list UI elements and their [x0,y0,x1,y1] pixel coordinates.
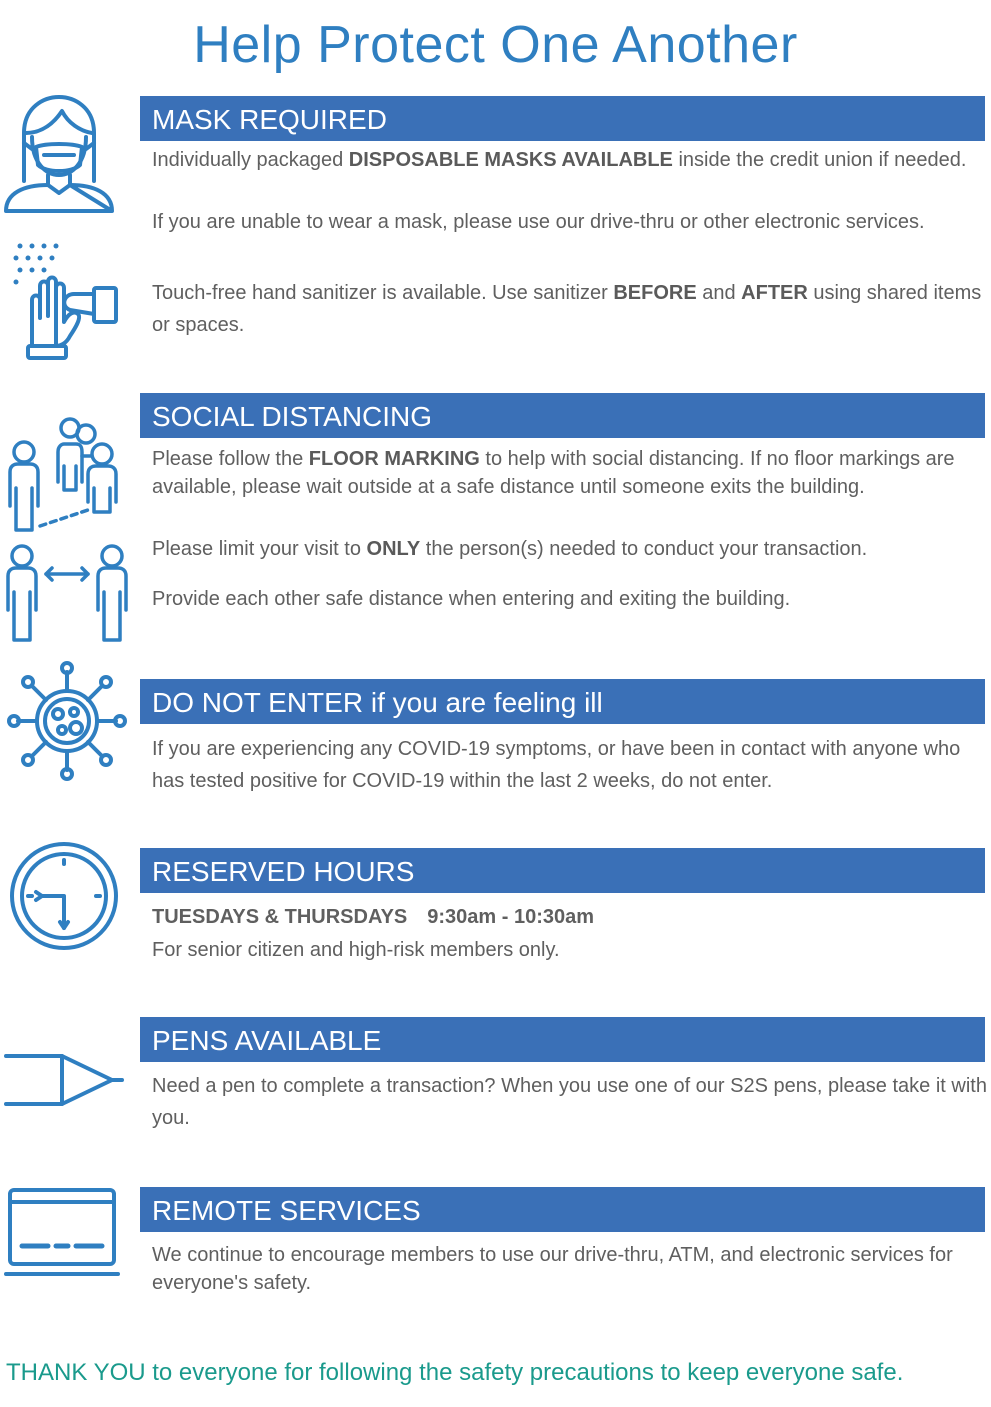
ill-paragraph-1: If you are experiencing any COVID-19 symptoms, or have been in contact with anyone who has tested positive for COVID-19 within the last 2 weeks, do not enter. [152,738,961,792]
section-header-ill: DO NOT ENTER if you are feeling ill [140,679,985,724]
hand-sanitizer-icon [12,240,122,366]
social-distancing-people-icon [2,416,132,648]
section-header-pens: PENS AVAILABLE [140,1017,985,1062]
remote-paragraph-1: We continue to encourage members to use our drive-thru, ATM, and electronic services for everyone's safety. [152,1244,953,1294]
pens-paragraph-1: Need a pen to complete a transaction? When you use one of our S2S pens, please take it with you. [152,1075,987,1129]
reserved-hours-schedule [152,903,987,931]
page-title: Help Protect One Another [193,16,798,74]
distancing-paragraph-3: Provide each other safe distance when entering and exiting the building. [152,588,791,610]
laptop-icon [4,1186,120,1280]
thank-you-footer: THANK YOU to everyone for following the safety precautions to keep everyone safe. [6,1359,904,1386]
distancing-paragraph-1: Please follow the FLOOR MARKING to help with social distancing. If no floor markings are available, please wait outside at a safe distance until someone exits the building. [152,448,955,498]
section-header-remote: REMOTE SERVICES [140,1187,985,1232]
section-header-mask: MASK REQUIRED [140,96,985,141]
hours-paragraph-1: For senior citizen and high-risk members only. [152,939,560,961]
pen-icon [4,1050,126,1112]
distancing-paragraph-2: Please limit your visit to ONLY the person(s) needed to conduct your transaction. [152,538,868,560]
mask-paragraph-3: Touch-free hand sanitizer is available. Use sanitizer BEFORE and AFTER using shared items or spaces. [152,282,982,336]
mask-paragraph-2: If you are unable to wear a mask, please use our drive-thru or other electronic services. [152,211,925,233]
face-mask-person-icon [2,93,116,215]
virus-icon [6,660,128,782]
reserved-days: TUESDAYS & THURSDAYS [152,906,408,928]
section-header-distancing: SOCIAL DISTANCING [140,393,985,438]
clock-icon [8,840,120,952]
mask-paragraph-1: Individually packaged DISPOSABLE MASKS AVAILABLE inside the credit union if needed. [152,149,967,171]
section-header-hours: RESERVED HOURS [140,848,985,893]
reserved-time: 9:30am - 10:30am [427,906,595,928]
